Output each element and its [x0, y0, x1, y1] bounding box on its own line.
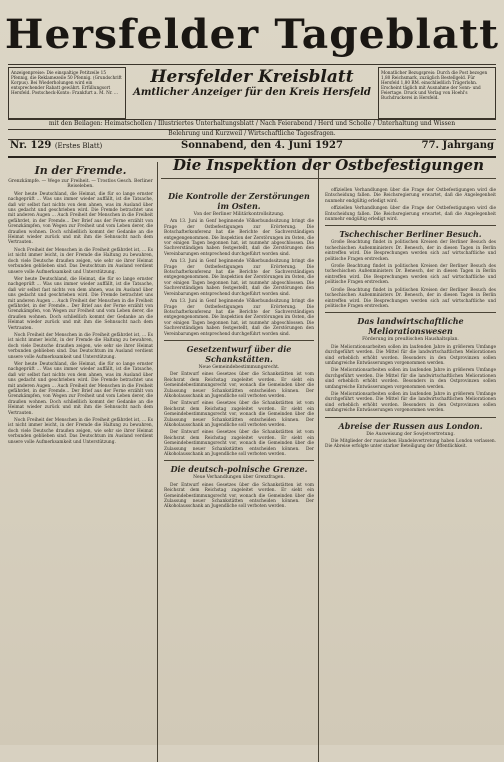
sheet-label: (Erstes Blatt) — [54, 142, 103, 150]
headline-wrap — [161, 156, 496, 179]
mid-article-subtitle: Von der Berliner Militärkontrollsitzung. — [193, 212, 285, 217]
left-article-title: In der Fremde. — [34, 164, 127, 177]
main-headline: Die Inspektion der Ostbefestigungen — [173, 156, 484, 174]
mid-article3-body: Der Entwurf eines Gesetzes über die Schankstätten ist vom Reichsrat dem Reichstag zugeleitet worden. Er sieht ein Gemeindebestimmungsrecht vor, wonach die Gemeinden über die Zulassung neuer Schankstätten entscheiden können. Der Alkoholausschank an Jugendliche soll verboten werden. — [164, 482, 314, 510]
left-article-body-2: Noch Freiheit der Menschen in die Freiheit gefährdet ist, ... Es ist nicht immer leicht, in der Fremde die Haltung zu bewahren, doch viele Deutsche draußen zeigen, wie sehr sie ihrer Heimat verbunden geblieben sind. Das Deutschtum im Ausland verdient unsere volle Aufmerksamkeit und Unterstützung. — [8, 247, 153, 275]
header-center — [130, 67, 374, 119]
left-article-body-6: Noch Freiheit der Menschen in die Freiheit gefährdet ist, ... Es ist nicht immer leicht, in der Fremde die Haltung zu bewahren, doch viele Deutsche draußen zeigen, wie sehr sie ihrer Heimat verbunden geblieben sind. Das Deutschtum im Ausland verdient unsere volle Aufmerksamkeit und Unterstützung. — [8, 418, 153, 445]
header-row — [8, 64, 496, 119]
issue-number: Nr. 129 — [10, 140, 52, 151]
issue-date: Sonnabend, den 4. Juni 1927 — [181, 140, 343, 151]
right-article-title: Tschechischer Berliner Besuch. — [339, 229, 482, 240]
right-article3-subtitle: Die Ausweisung der Sowjetvertretung. — [366, 431, 455, 437]
mid-article2-body-2: Der Entwurf eines Gesetzes über die Schankstätten ist vom Reichsrat dem Reichstag zugeleitet worden. Er sieht ein Gemeindebestimmungsrecht vor, wonach die Gemeinden über die Zulassung neuer Schankstätten entscheiden können. Der Alkoholausschank an Jugendliche soll verboten werden. — [164, 401, 314, 428]
right-article-body-2: offiziellen Verhandlungen über die Frage der Ostbefestigungen wird die Entscheidung fallen. Die Reichsregierung erwartet, daß die Angelegenheit nunmehr endgültig erledigt wird. — [325, 206, 496, 223]
left-article-body-3: Wer heute Deutschland, die Heimat, die für so lange ernster nachgeprüft ... Was uns immer wieder auffällt, ist die Tatsache, daß wir selbst fast nichts von dem ahnen, was im Ausland über uns gedacht und geschrieben wird. Die Fremde betrachtet uns mit anderen Augen ... Auch Freiheit der Menschen in die Freiheit gefährdet, in der Fremde... Der Brief aus der Ferne erzählt von Grenzkämpfen, von Wegen zur Freiheit und vom Leben derer, die draußen wohnen. Doch schließlich kommt der Gedanke an die Heimat wieder zurück und mit ihm die Sehnsucht nach dem Vertrauten. — [8, 276, 153, 331]
right-article3-title: Abreise der Russen aus London. — [338, 420, 483, 431]
right-article3-body-2: Die Meliorationsarbeiten sollen im laufenden Jahre in größerem Umfange durchgeführt werden. Die Mittel für die landwirtschaftlichen Meliorationen sind erheblich erhöht worden. Besonders in den Ostprovinzen sollen umfangreiche Entwässerungen vorgenommen werden. — [325, 368, 496, 390]
mid-article2-body: Der Entwurf eines Gesetzes über die Schankstätten ist vom Reichsrat dem Reichstag zugeleitet worden. Er sieht ein Gemeindebestimmungsrecht vor, wonach die Gemeinden über die Zulassung neuer Schankstätten entscheiden können. Der Alkoholausschank an Jugendliche soll verboten werden. — [164, 372, 314, 399]
mid-article2-title: Gesetzentwurf über die Schankstätten. — [186, 343, 292, 364]
supplements-line: mit den Beilagen: Heimatschollen / Illustriertes Unterhaltungsblatt / Nach Feierabend / Herd und Scholle / Unterhaltung und Wissen — [8, 119, 496, 130]
mid-article-title: Die Kontrolle der Zerstörungen im Osten. — [168, 191, 310, 211]
left-article-body: Wer heute Deutschland, die Heimat, die für so lange ernster nachgeprüft ... Was uns immer wieder auffällt, ist die Tatsache, daß wir selbst fast nichts von dem ahnen, was im Ausland über uns gedacht und geschrieben wird. Die Fremde betrachtet uns mit anderen Augen ... Auch Freiheit der Menschen in die Freiheit gefährdet, in der Fremde... Der Brief aus der Ferne erzählt von Grenzkämpfen, von Wegen zur Freiheit und vom Leben derer, die draußen wohnen. Doch schließlich kommt der Gedanke an die Heimat wieder zurück und mit ihm die Sehnsucht nach dem Vertrauten. — [8, 191, 153, 246]
columns — [8, 162, 496, 762]
left-column — [8, 162, 158, 762]
right-article-body: offiziellen Verhandlungen über die Frage der Ostbefestigungen wird die Entscheidung fallen. Die Reichsregierung erwartet, daß die Angelegenheit nunmehr endgültig erledigt wird. — [325, 188, 496, 204]
right-article2-body-3: Große Beachtung findet in politischen Kreisen der Berliner Besuch des tschechischen Außenministers Dr. Benesch, der in diesen Tagen in Berlin eintreffen wird. Die Besprechungen werden sich auf wirtschaftliche und politische Fragen erstrecken. — [325, 287, 496, 309]
right-article3-body: Die Meliorationsarbeiten sollen im laufenden Jahre in größerem Umfange durchgeführt werden. Die Mittel für die landwirtschaftlichen Meliorationen sind erheblich erhöht worden. Besonders in den Ostprovinzen sollen umfangreiche Entwässerungen vorgenommen werden. — [325, 344, 496, 366]
left-article-body-4: Noch Freiheit der Menschen in die Freiheit gefährdet ist, ... Es ist nicht immer leicht, in der Fremde die Haltung zu bewahren, doch viele Deutsche draußen zeigen, wie sehr sie ihrer Heimat verbunden geblieben sind. Das Deutschtum im Ausland verdient unsere volle Aufmerksamkeit und Unterstützung. — [8, 332, 153, 360]
right-article2-body-2: Große Beachtung findet in politischen Kreisen der Berliner Besuch des tschechischen Außenministers Dr. Benesch, der in diesen Tagen in Berlin eintreffen wird. Die Besprechungen werden sich auf wirtschaftliche und politische Fragen erstrecken. — [325, 264, 496, 286]
mid-article-body-3: Am 13. Juni in Genf beginnende Völkerbundssitzung bringt die Frage der Ostbefestigungen zur Erörterung. Die Botschafterkonferenz hat die Berichte der Sachverständigen entgegengenommen. Die Inspektion der Zerstörungen im Osten, die vor einigen Tagen begonnen hat, ist nunmehr abgeschlossen. Die Sachverständigen haben festgestellt, daß die Zerstörungen den Vereinbarungen entsprechend durchgeführt worden sind. — [164, 299, 314, 337]
right-article3-body-3: Die Meliorationsarbeiten sollen im laufenden Jahre in größerem Umfange durchgeführt werden. Die Mittel für die landwirtschaftlichen Meliorationen sind erheblich erhöht worden. Besonders in den Ostprovinzen sollen umfangreiche Entwässerungen vorgenommen werden. — [325, 391, 496, 414]
left-article-subtitle: Grenzkämpfe. — Wege zur Freiheit. — Trostlos Gesch. Berliner Reiseleben. — [8, 179, 153, 190]
supplements-line-2: Belehrung und Kurzweil / Wirtschaftliche Tagesfragen. — [8, 130, 496, 140]
mid-article-body: Am 13. Juni in Genf beginnende Völkerbundssitzung bringt die Frage der Ostbefestigungen zur Erörterung. Die Botschafterkonferenz hat die Berichte der Sachverständigen entgegengenommen. Die Inspektion der Zerstörungen im Osten, die vor einigen Tagen begonnen hat, ist nunmehr abgeschlossen. Die Sachverständigen haben festgestellt, daß die Zerstörungen den Vereinbarungen entsprechend durchgeführt worden sind. — [164, 219, 314, 257]
mid-article-body-2: Am 13. Juni in Genf beginnende Völkerbundssitzung bringt die Frage der Ostbefestigungen zur Erörterung. Die Botschafterkonferenz hat die Berichte der Sachverständigen entgegengenommen. Die Inspektion der Zerstörungen im Osten, die vor einigen Tagen begonnen hat, ist nunmehr abgeschlossen. Die Sachverständigen haben festgestellt, daß die Zerstörungen den Vereinbarungen entsprechend durchgeführt worden sind. — [164, 259, 314, 297]
mid-article2-body-3: Der Entwurf eines Gesetzes über die Schankstätten ist vom Reichsrat dem Reichstag zugeleitet worden. Er sieht ein Gemeindebestimmungsrecht vor, wonach die Gemeinden über die Zulassung neuer Schankstätten entscheiden können. Der Alkoholausschank an Jugendliche soll verboten werden. — [164, 430, 314, 458]
mid-article2-subtitle: Neue Gemeindebestimmungsrecht. — [198, 364, 280, 370]
right-price-box: Monatlicher Bezugspreis: Durch die Post bezogen 1,80 Reichsmark, zuzüglich Bestellgeld. Für Hersfeld 1,80 RM. einschließlich Trägerlohn. Erscheint täglich mit Ausnahme der Sonn- und Feiertage. Druck und Verlag von Hoehl's Buchdruckerei in Hersfeld. — [378, 67, 496, 119]
middle-column — [164, 162, 319, 762]
left-price-box: Anzeigenpreise: Die einspaltige Petitzeile 15 Pfennig, die Reklamezeile 50 Pfennig. (Grundschrift Korpus). Bei Wiederholungen wird ein entsprechender Rabatt gewährt. Erfüllungsort Hersfeld. Postscheck-Konto: Frankfurt a. M. Nr. ... — [8, 67, 126, 119]
right-article2-subtitle: Förderung im preußischen Haushaltsplan. — [362, 337, 459, 343]
right-column — [325, 162, 496, 762]
kreisblatt-title: Hersfelder Kreisblatt — [150, 67, 354, 87]
right-article4-body: Die Mitglieder der russischen Handelsvertretung haben London verlassen. Die Abreise erfolgte unter starker Beteiligung der Öffentlichkeit. — [325, 439, 496, 450]
masthead: Hersfelder Tageblatt — [4, 11, 500, 58]
left-article-body-5: Wer heute Deutschland, die Heimat, die für so lange ernster nachgeprüft ... Was uns immer wieder auffällt, ist die Tatsache, daß wir selbst fast nichts von dem ahnen, was im Ausland über uns gedacht und geschrieben wird. Die Fremde betrachtet uns mit anderen Augen ... Auch Freiheit der Menschen in die Freiheit gefährdet, in der Fremde... Der Brief aus der Ferne erzählt von Grenzkämpfen, von Wegen zur Freiheit und vom Leben derer, die draußen wohnen. Doch schließlich kommt der Gedanke an die Heimat wieder zurück und mit ihm die Sehnsucht nach dem Vertrauten. — [8, 362, 153, 416]
right-article2-title: Das landwirtschaftliche Meliorationswesen — [357, 316, 464, 337]
right-article2-body: Große Beachtung findet in politischen Kreisen der Berliner Besuch des tschechischen Außenministers Dr. Benesch, der in diesen Tagen in Berlin eintreffen wird. Die Besprechungen werden sich auf wirtschaftliche und politische Fragen erstrecken. — [325, 240, 496, 262]
volume-year: 77. Jahrgang — [421, 140, 494, 151]
mid-article3-title: Die deutsch-polnische Grenze. — [170, 464, 308, 475]
amtlicher-anzeiger: Amtlicher Anzeiger für den Kreis Hersfeld — [133, 87, 371, 98]
mid-article3-subtitle: Neue Verhandlungen über Grenzfragen. — [193, 475, 285, 481]
